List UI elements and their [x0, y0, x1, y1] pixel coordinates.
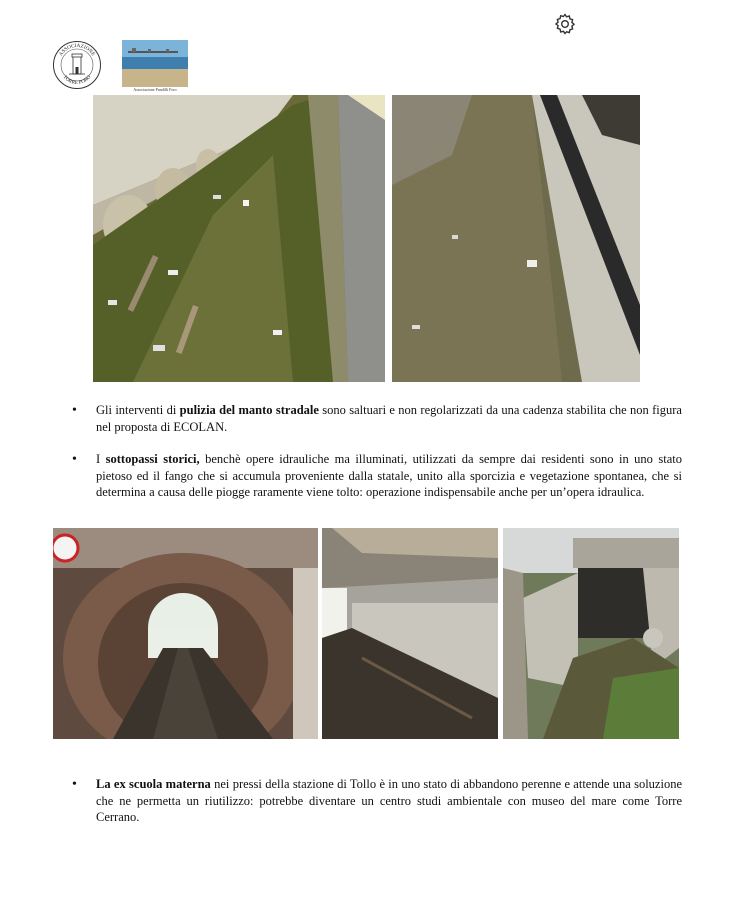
svg-text:TORRE FORO: TORRE FORO [61, 74, 93, 87]
photo-concrete-underpass [322, 528, 498, 739]
photo-culvert-channel [503, 528, 679, 739]
bullet-marker: • [72, 452, 77, 467]
paragraph-road-cleaning [96, 402, 682, 435]
text-run: Gli interventi di [96, 403, 180, 417]
seaside-logo [122, 40, 188, 87]
bold-run: sottopassi storici, [105, 452, 200, 466]
text-run: benchè opere idrauliche ma illuminati, utilizzati da sempre dai residenti sono in uno stato pietoso ed il fango che si accumula proveniente dalla statale, unito alla sporcizia e vegetazione spontanea, che si determina a causa delle piogge raramente viene tolto: operazione indispensabile anche per un’opera idraulica. [96, 452, 682, 499]
text-run: I [96, 452, 106, 466]
photo-dry-grass-wall [392, 95, 640, 382]
bullet-marker: • [72, 403, 77, 418]
bold-run: La ex scuola materna [96, 777, 211, 791]
association-logo [52, 40, 102, 90]
paragraph-former-kindergarten [96, 776, 682, 826]
paragraph-underpasses [96, 451, 682, 501]
bullet-marker: • [72, 777, 77, 792]
text-run: sono saltuari e non regolarizzati da una cadenza stabilita che non figura nel proposta di ECOLAN. [96, 403, 682, 434]
gear-icon[interactable] [553, 12, 577, 36]
photo-roadside-litter [93, 95, 385, 382]
photo-brick-underpass [53, 528, 318, 739]
bold-run: pulizia del manto stradale [179, 403, 319, 417]
logo-caption: Associazione Pandilli Foro [133, 87, 177, 92]
text-run: nei pressi della stazione di Tollo è in uno stato di abbandono perenne e attende una soluzione che ne permetta un riutilizzo: potrebbe diventare un centro studi ambientale con museo del mare come Torre Cerrano. [96, 777, 682, 824]
svg-text:ASSOCIAZIONE: ASSOCIAZIONE [57, 42, 97, 58]
